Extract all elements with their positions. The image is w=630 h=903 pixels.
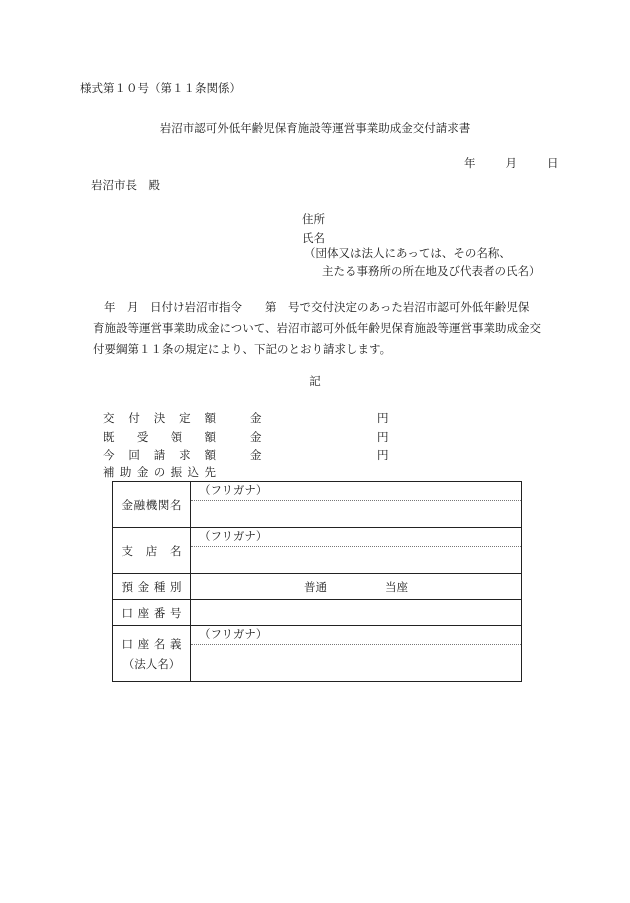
account-number-label: 口 座 番 号 <box>113 600 191 626</box>
account-holder-label: 口 座 名 義 （法人名） <box>113 626 191 682</box>
branch-furigana: （フリガナ） <box>191 528 521 547</box>
amount-label: 既 受 領 額 <box>103 430 216 444</box>
request-body <box>93 297 563 360</box>
branch-value[interactable] <box>191 547 521 573</box>
branch-field[interactable] <box>191 528 522 574</box>
bank-name-value[interactable] <box>191 501 521 527</box>
amount-label: 今 回 請 求 額 <box>103 448 216 462</box>
account-holder-field[interactable] <box>191 626 522 682</box>
transfer-destination-label: 補 助 金 の 振 込 先 <box>103 465 216 479</box>
branch-row <box>113 528 522 574</box>
bank-name-furigana: （フリガナ） <box>191 482 521 501</box>
body-line-3: 付要綱第１１条の規定により、下記のとおり請求します。 <box>93 342 392 356</box>
amount-yen: 円 <box>377 430 389 444</box>
applicant-name-label: 氏名 <box>302 231 325 245</box>
account-holder-sub: （法人名） <box>122 656 181 671</box>
account-holder-furigana: （フリガナ） <box>191 626 521 645</box>
amount-yen: 円 <box>377 448 389 462</box>
branch-label: 支 店 名 <box>113 528 191 574</box>
deposit-type-field[interactable] <box>191 574 522 600</box>
bank-name-label: 金 融 機 関 名 <box>113 482 191 528</box>
amount-row-received <box>103 429 403 447</box>
amount-unit: 金 <box>250 411 262 425</box>
date-line <box>464 155 559 171</box>
date-year-label: 年 <box>464 156 476 170</box>
bank-name-row <box>113 482 522 528</box>
deposit-type-label: 預 金 種 別 <box>113 574 191 600</box>
amount-row-current <box>103 447 403 465</box>
amount-unit: 金 <box>250 448 262 462</box>
ki-heading: 記 <box>309 374 321 388</box>
document-title: 岩沼市認可外低年齢児保育施設等運営事業助成金交付請求書 <box>159 121 471 135</box>
date-month-label: 月 <box>505 156 517 170</box>
body-line-1: 年 月 日付け岩沼市指令 第 号で交付決定のあった岩沼市認可外低年齢児保 <box>104 300 530 314</box>
applicant-address-label: 住所 <box>302 212 325 226</box>
account-holder-row <box>113 626 522 682</box>
amount-yen: 円 <box>377 411 389 425</box>
applicant-note-line1: （団体又は法人にあっては、その名称、 <box>304 246 511 260</box>
deposit-option-ordinary[interactable]: 普通 <box>304 579 327 594</box>
deposit-type-row <box>113 574 522 600</box>
amount-label: 交 付 決 定 額 <box>103 411 216 425</box>
applicant-note-line2: 主たる事務所の所在地及び代表者の氏名） <box>322 264 541 278</box>
bank-name-field[interactable] <box>191 482 522 528</box>
account-number-field[interactable] <box>191 600 522 626</box>
addressee: 岩沼市長 殿 <box>91 178 160 192</box>
date-day-label: 日 <box>547 156 559 170</box>
body-line-2: 育施設等運営事業助成金について、岩沼市認可外低年齢児保育施設等運営事業助成金交 <box>93 321 542 335</box>
bank-account-table <box>112 481 522 682</box>
amount-unit: 金 <box>250 430 262 444</box>
account-holder-value[interactable] <box>191 645 521 681</box>
deposit-option-current[interactable]: 当座 <box>385 579 408 594</box>
amount-row-decided <box>103 410 403 428</box>
form-number: 様式第１０号（第１１条関係） <box>80 81 241 95</box>
account-number-row <box>113 600 522 626</box>
